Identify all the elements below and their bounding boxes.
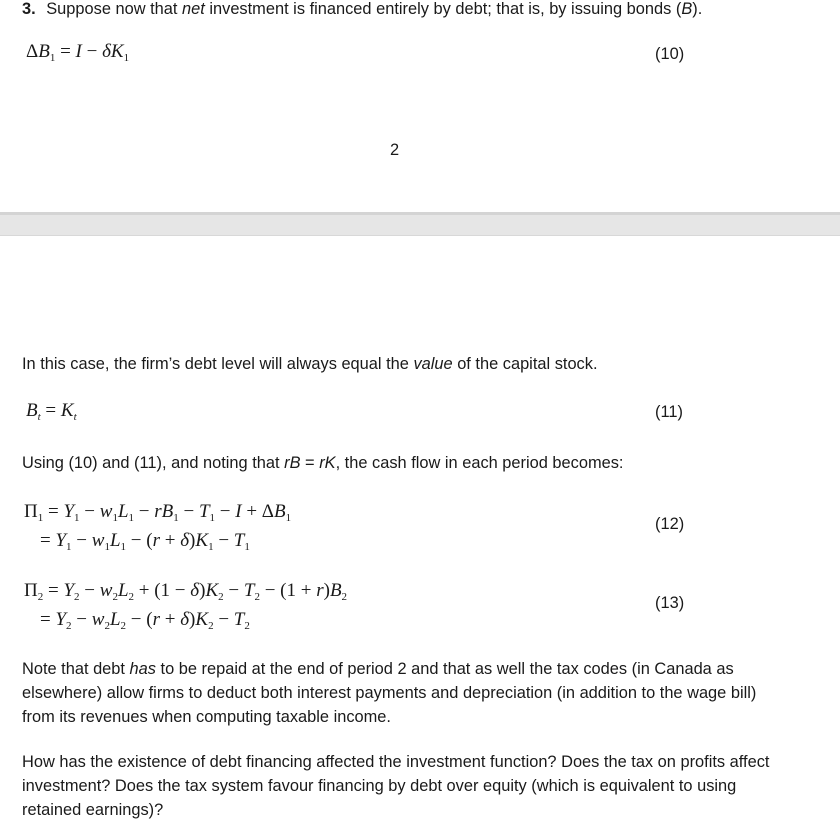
page-break-edge xyxy=(0,235,840,236)
equation-11-number: (11) xyxy=(655,403,683,421)
using-text-2: , the cash flow in each period becomes: xyxy=(335,454,624,472)
using-equals: = xyxy=(300,454,320,472)
rk-term: rK xyxy=(319,454,336,472)
question-number: 3. xyxy=(22,0,36,18)
paragraph-debt-level xyxy=(22,355,598,375)
equation-12-line-2: = $Y_1 - w_1L_1 - (r + \delta)K_1 - T_1$ xyxy=(40,530,250,553)
bonds-symbol: B xyxy=(681,0,693,18)
page-number: 2 xyxy=(390,141,400,159)
equation-10: $\Delta B_1 = I - \delta K_1$ xyxy=(26,41,130,64)
rb-term: rB xyxy=(284,454,301,472)
question-3-heading xyxy=(22,0,702,20)
using-text-1: Using (10) and (11), and noting that xyxy=(22,454,285,472)
equation-10-number: (10) xyxy=(655,45,685,63)
debt-level-text-1: In this case, the firm’s debt level will always equal the xyxy=(22,355,414,373)
equation-13-line-2: = $Y_2 - w_2L_2 - (r + \delta)K_2 - T_2$ xyxy=(40,609,250,632)
note-text-2: to be repaid at the end of period 2 and that as well the tax codes (in Canada as elsewhere) allow firms to deduct both interest payments and depreciation (in addition to the wage bill) from its revenues when computing taxable income. xyxy=(22,660,757,726)
debt-level-text-2: of the capital stock. xyxy=(452,355,598,373)
question-text-2: investment is financed entirely by debt; that is, by issuing bonds ( xyxy=(204,0,682,18)
equation-12-number: (12) xyxy=(655,515,685,533)
equation-13-line-1: $\Pi_2 = Y_2 - w_2L_2 + (1 - \delta)K_2 - T_2 - (1 + r)B_2$ xyxy=(24,580,348,603)
has-word: has xyxy=(129,660,156,678)
question-text-3: ). xyxy=(692,0,703,18)
paragraph-using xyxy=(22,454,624,474)
paragraph-questions: How has the existence of debt financing affected the investment function? Does the tax on profits affect investment? Does the tax system favour financing by debt over equity (which is equivalent to using retained earnings)? xyxy=(22,753,770,819)
question-text-1: Suppose now that xyxy=(46,0,183,18)
equation-12-line-1: $\Pi_1 = Y_1 - w_1L_1 - rB_1 - T_1 - I + \Delta B_1$ xyxy=(24,501,292,524)
note-text-1: Note that debt xyxy=(22,660,130,678)
value-word: value xyxy=(413,355,453,373)
equation-11: $B_t = K_t$ xyxy=(26,400,77,423)
page-break xyxy=(0,215,840,235)
net-word: net xyxy=(182,0,205,18)
paragraph-note xyxy=(22,657,782,729)
equation-13-number: (13) xyxy=(655,594,685,612)
